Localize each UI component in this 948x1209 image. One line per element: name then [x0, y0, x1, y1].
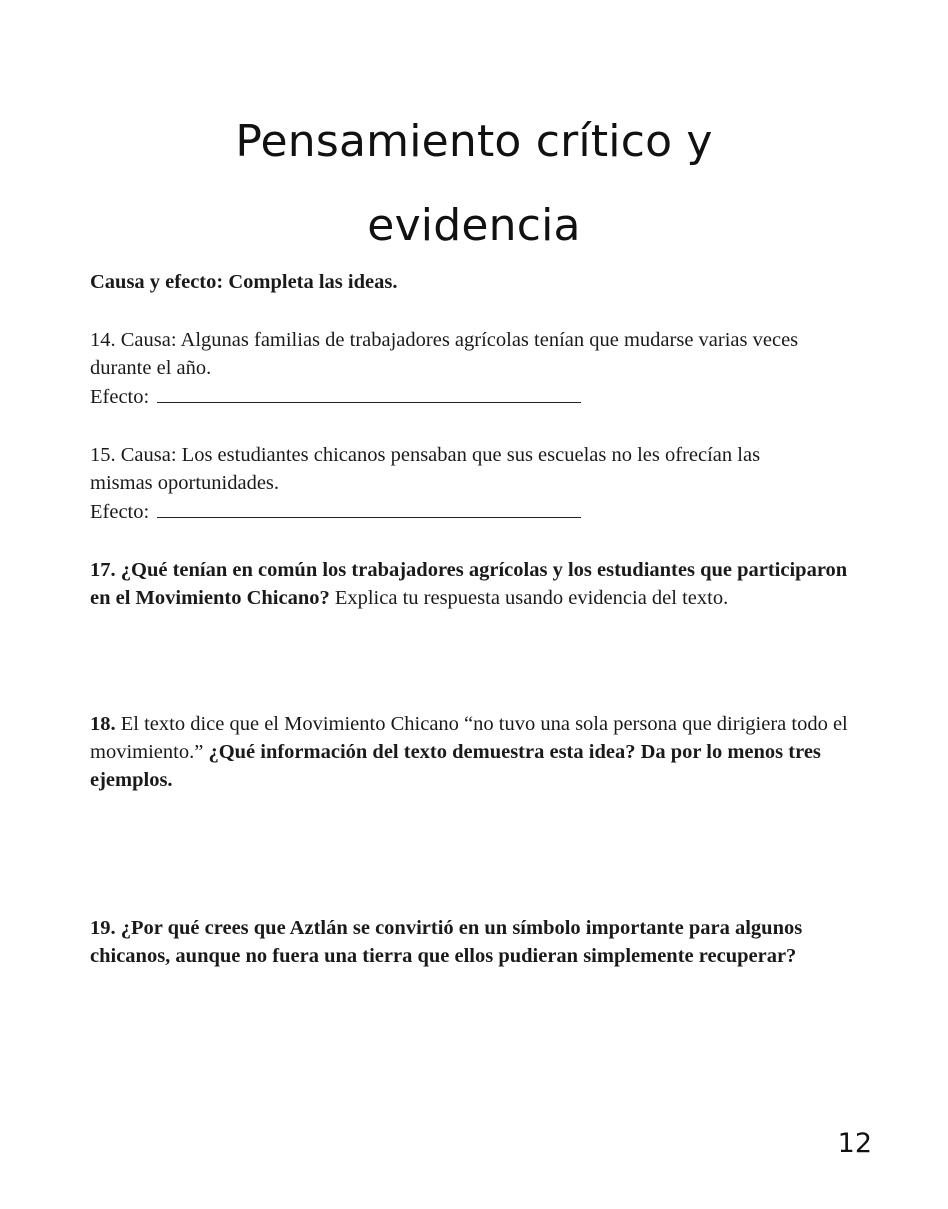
- question-14: [90, 326, 850, 411]
- page-title-line-2: evidencia: [367, 200, 581, 251]
- question-14-cause-line-1: 14. Causa: Algunas familias de trabajadores agrícolas tenían que mudarse varias veces: [90, 329, 799, 351]
- question-14-effect-row: [90, 382, 850, 411]
- question-15-cause-line-1: 15. Causa: Los estudiantes chicanos pensaban que sus escuelas no les ofrecían las: [90, 444, 761, 466]
- question-18-number: 18.: [90, 713, 116, 735]
- question-15-answer-line[interactable]: [157, 497, 581, 518]
- question-14-cause-line-2: durante el año.: [90, 357, 212, 379]
- question-18-prompt: ¿Qué información del texto demuestra esta idea? Da por lo menos tres ejemplos.: [90, 741, 821, 791]
- page-number: 12: [837, 1128, 872, 1159]
- instruction-heading: Causa y efecto: Completa las ideas.: [90, 271, 398, 293]
- question-14-answer-line[interactable]: [157, 382, 581, 403]
- question-19: 19. ¿Por qué crees que Aztlán se convirtió en un símbolo importante para algunos chicanos, aunque no fuera una tierra que ellos pudieran simplemente recuperar?: [90, 917, 803, 967]
- question-15: [90, 441, 850, 526]
- question-15-cause-line-2: mismas oportunidades.: [90, 472, 280, 494]
- question-17: [90, 556, 850, 612]
- question-15-effect-row: [90, 497, 850, 526]
- page-title-line-1: Pensamiento crítico y: [235, 116, 713, 167]
- question-15-effect-label: Efecto:: [90, 501, 150, 523]
- question-18-context: El texto dice que el Movimiento Chicano “no tuvo una sola persona que dirigiera todo el movimiento.”: [90, 713, 848, 763]
- worksheet-content: [90, 268, 850, 970]
- question-18: [90, 710, 850, 794]
- question-14-effect-label: Efecto:: [90, 386, 150, 408]
- question-17-prompt: 17. ¿Qué tenían en común los trabajadores agrícolas y los estudiantes que participaron en el Movimiento Chicano?: [90, 559, 848, 609]
- page-title: [0, 100, 948, 268]
- question-17-instruction: Explica tu respuesta usando evidencia del texto.: [329, 587, 729, 609]
